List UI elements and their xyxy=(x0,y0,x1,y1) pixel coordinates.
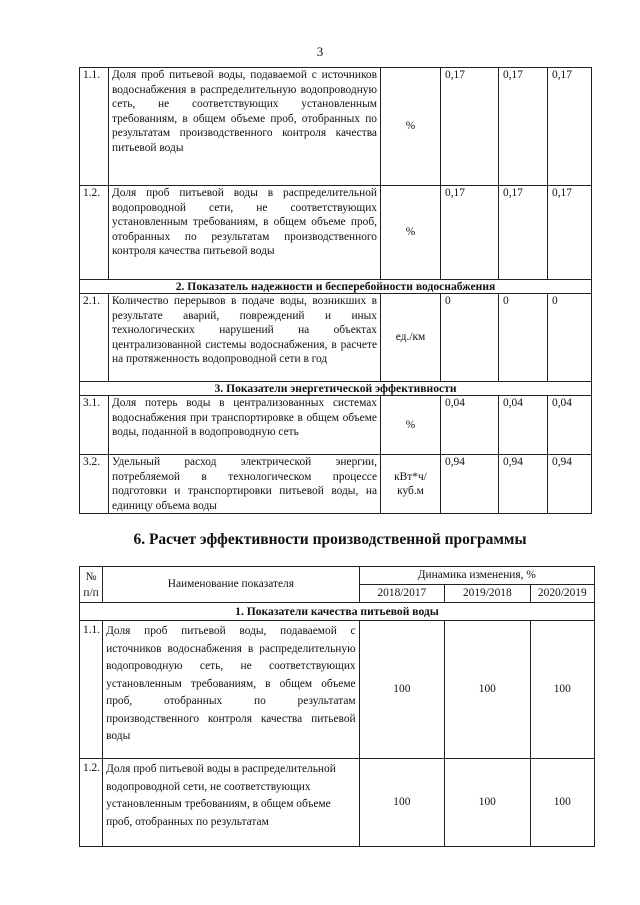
value-cell: 0 xyxy=(548,294,592,382)
col-header-dynamics: Динамика изменения, % xyxy=(359,567,594,585)
indicator-name: Количество перерывов в подаче воды, возникших в результате аварий, повреждений и иных технологических нарушений на объектах централизованной системы водоснабжения, в расчете на протяженность водопроводной сети в год xyxy=(109,294,381,382)
unit-cell: кВт*ч/ куб.м xyxy=(381,455,441,514)
indicator-name: Доля проб питьевой воды, подаваемой с источников водоснабжения в распределительную водопроводную сеть, не соответствующих установленным требованиям, в общем объеме проб, отобранных по результатам производственного контроля качества питьевой воды xyxy=(109,68,381,186)
section-row xyxy=(80,280,592,294)
row-number: 2.1. xyxy=(80,294,109,382)
row-number: 1.2. xyxy=(80,759,103,847)
value-cell: 100 xyxy=(530,759,594,847)
efficiency-table xyxy=(79,566,595,847)
unit-cell: % xyxy=(381,396,441,455)
row-number: 3.2. xyxy=(80,455,109,514)
col-header-year: 2020/2019 xyxy=(530,585,594,603)
unit-cell: % xyxy=(381,186,441,280)
indicator-name: Удельный расход электрической энергии, потребляемой в технологическом процессе подготовки и транспортировки питьевой воды, на единицу объема воды xyxy=(109,455,381,514)
table-row xyxy=(80,621,595,759)
value-cell: 100 xyxy=(359,621,444,759)
row-number: 1.1. xyxy=(80,621,103,759)
table-row xyxy=(80,396,592,455)
value-cell: 100 xyxy=(359,759,444,847)
row-number: 1.2. xyxy=(80,186,109,280)
value-cell: 100 xyxy=(445,759,530,847)
page-number: 3 xyxy=(316,44,324,59)
col-header-num-top: № xyxy=(80,567,103,585)
indicator-name: Доля проб питьевой воды в распределительной водопроводной сети, не соответствующих установленным требованиям, в общем объеме проб, отобранных по результатам xyxy=(103,759,359,847)
indicator-name: Доля потерь воды в централизованных системах водоснабжения при транспортировке в общем объеме воды, поданной в водопроводную сеть xyxy=(109,396,381,455)
value-cell: 0,17 xyxy=(548,68,592,186)
section-title: 2. Показатель надежности и бесперебойности водоснабжения xyxy=(80,280,592,294)
unit-cell: % xyxy=(381,68,441,186)
value-cell: 0,94 xyxy=(548,455,592,514)
indicator-name: Доля проб питьевой воды в распределительной водопроводной сети, не соответствующих установленным требованиям, в общем объеме проб, отобранных по результатам производственного контроля качества питьевой воды xyxy=(109,186,381,280)
value-cell: 0 xyxy=(499,294,548,382)
value-cell: 0,04 xyxy=(441,396,499,455)
value-cell: 0,04 xyxy=(499,396,548,455)
section-row xyxy=(80,382,592,396)
value-cell: 0,04 xyxy=(548,396,592,455)
value-cell: 0,17 xyxy=(499,68,548,186)
table-row xyxy=(80,759,595,847)
header-row xyxy=(80,567,595,585)
col-header-year: 2019/2018 xyxy=(445,585,530,603)
section-heading: 6. Расчет эффективности производственной программы xyxy=(133,531,527,548)
table-row xyxy=(80,68,592,186)
row-number: 1.1. xyxy=(80,68,109,186)
value-cell: 0,17 xyxy=(441,186,499,280)
section-title: 1. Показатели качества питьевой воды xyxy=(80,603,595,621)
value-cell: 100 xyxy=(445,621,530,759)
col-header-year: 2018/2017 xyxy=(359,585,444,603)
value-cell: 0 xyxy=(441,294,499,382)
value-cell: 0,17 xyxy=(548,186,592,280)
table-row xyxy=(80,294,592,382)
section-title: 3. Показатели энергетической эффективности xyxy=(80,382,592,396)
indicators-table xyxy=(79,67,592,514)
table-row xyxy=(80,186,592,280)
col-header-num-bottom: п/п xyxy=(80,585,103,603)
value-cell: 100 xyxy=(530,621,594,759)
value-cell: 0,17 xyxy=(441,68,499,186)
unit-cell: ед./км xyxy=(381,294,441,382)
value-cell: 0,17 xyxy=(499,186,548,280)
indicator-name: Доля проб питьевой воды, подаваемой с источников водоснабжения в распределительную водопроводную сеть, не соответствующих установленным требованиям, в общем объеме проб, отобранных по результатам производственного контроля качества питьевой воды xyxy=(103,621,359,759)
value-cell: 0,94 xyxy=(441,455,499,514)
table-row xyxy=(80,455,592,514)
value-cell: 0,94 xyxy=(499,455,548,514)
col-header-name: Наименование показателя xyxy=(103,567,359,603)
row-number: 3.1. xyxy=(80,396,109,455)
section-row xyxy=(80,603,595,621)
